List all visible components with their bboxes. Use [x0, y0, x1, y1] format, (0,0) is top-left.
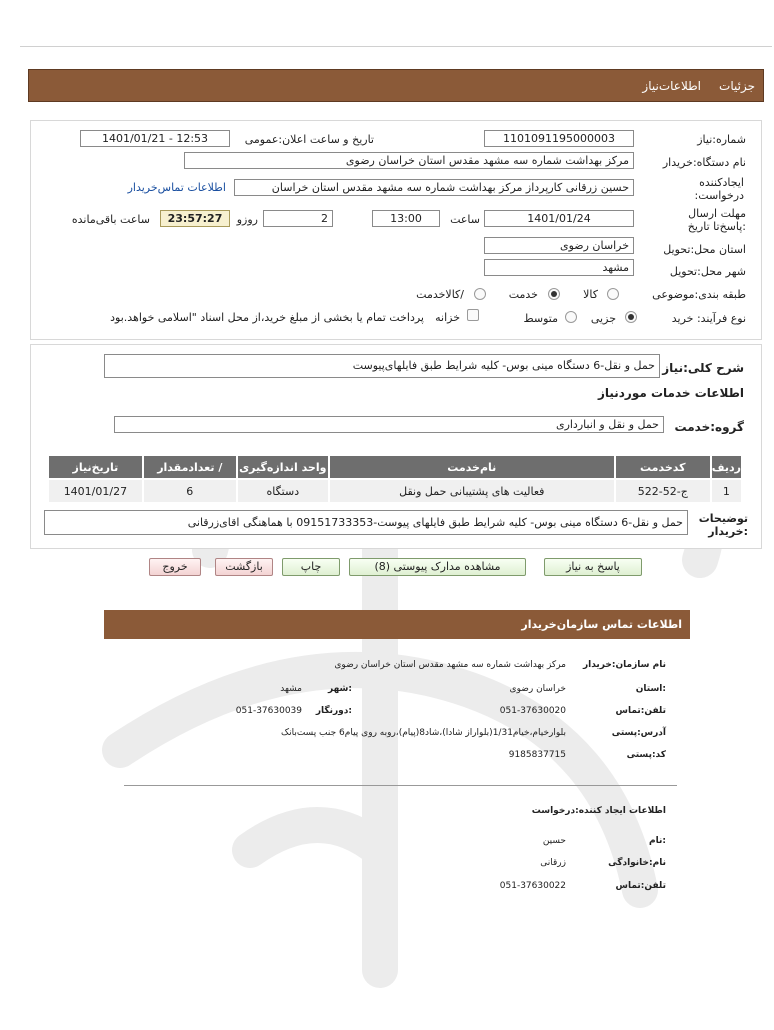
process-partial-label: جزیی: [590, 312, 616, 325]
process-medium-label: متوسط: [523, 312, 558, 325]
contact-divider: [124, 785, 677, 786]
service-group-label: گروه:خدمت: [674, 420, 744, 434]
creator-info-title: اطلاعات ایجاد کننده:درخواست: [531, 806, 666, 816]
delivery-city-label: شهر محل:تحویل: [669, 265, 746, 278]
deadline-time-label: ساعت: [450, 213, 480, 226]
need-number-label: شماره:نیاز: [697, 133, 746, 146]
buyer-notes-field: حمل و نقل-6 دستگاه مینی بوس- کلیه شرایط طبق فایلهای پیوست-09151733353 با هماهنگی اقای‌زرقانی: [44, 510, 688, 535]
exit-button[interactable]: خروج: [149, 558, 201, 576]
address-label: آدرس:پستی: [611, 728, 666, 738]
category-goods-radio[interactable]: [607, 288, 619, 300]
tab-details[interactable]: جزئیات: [719, 79, 755, 93]
cell-unit: دستگاه: [237, 479, 329, 503]
remaining-time-field: 23:57:27: [160, 210, 230, 227]
payment-checkbox[interactable]: [467, 309, 479, 321]
category-label: طبقه بندی:موضوعی: [652, 288, 746, 301]
postal-code-label: کد:پستی: [626, 750, 666, 760]
contact-section-title: اطلاعات تماس سازمان‌خریدار: [521, 618, 682, 631]
print-button[interactable]: چاپ: [282, 558, 340, 576]
reply-button[interactable]: پاسخ به نیاز: [544, 558, 642, 576]
deadline-label: مهلت ارسال :پاسخ‌تا تاریخ: [687, 207, 746, 233]
col-quantity: / تعدادمقدار: [143, 455, 237, 479]
creator-name-label: :نام: [649, 836, 666, 846]
category-goods-service-label: /کالاخدمت: [416, 288, 464, 301]
summary-field: حمل و نقل-6 دستگاه مینی بوس- کلیه شرایط طبق فایلهای‌پیوست: [104, 354, 660, 378]
buyer-notes-label: توضیحات :خریدار: [698, 512, 748, 538]
delivery-city-field: مشهد: [484, 259, 634, 276]
service-group-field: حمل و نقل و انبارداری: [114, 416, 664, 433]
services-table-header: [48, 455, 742, 479]
contact-section-header: [104, 610, 690, 639]
services-title: اطلاعات خدمات موردنیاز: [597, 386, 744, 400]
payment-note-label: خزانه: [435, 311, 460, 324]
cell-service-name: فعالیت های پشتیبانی حمل ونقل: [329, 479, 615, 503]
col-service-code: کدخدمت: [615, 455, 711, 479]
fax-value: 051-37630039: [235, 706, 302, 716]
buyer-field: مرکز بهداشت شماره سه مشهد مقدس استان خراسان رضوی: [184, 152, 634, 169]
cell-need-date: 1401/01/27: [48, 479, 143, 503]
col-service-name: نام‌خدمت: [329, 455, 615, 479]
announce-label: تاریخ و ساعت اعلان:عمومی: [244, 133, 374, 146]
remaining-label: ساعت باقی‌مانده: [71, 213, 150, 226]
table-row: [48, 479, 742, 503]
creator-label: ایجادکننده درخواست:: [694, 176, 744, 202]
creator-field: حسین زرقانی کارپرداز مرکز بهداشت شماره سه مشهد مقدس استان خراسان: [234, 179, 634, 196]
cell-service-code: ج-52-522: [615, 479, 711, 503]
need-number-field: 1101091195000003: [484, 130, 634, 147]
city-label: :شهر: [328, 684, 352, 694]
address-value: بلوارخیام،خیام1/31(بلواراز شادا)،شاد8(پیام)،روبه روی پیام6 جنب پست‌بانک: [281, 728, 566, 738]
process-medium-radio[interactable]: [565, 311, 577, 323]
tab-bar: [28, 69, 764, 102]
fax-label: :دورنگار: [315, 706, 352, 716]
category-goods-service-radio[interactable]: [474, 288, 486, 300]
back-button[interactable]: بازگشت: [215, 558, 273, 576]
category-service-label: خدمت: [508, 288, 538, 301]
tab-need-info[interactable]: اطلاعات‌نیاز: [642, 79, 701, 93]
process-type-label: نوع فرآیند: خرید: [671, 312, 746, 325]
top-divider: [20, 46, 772, 47]
cell-quantity: 6: [143, 479, 237, 503]
payment-note: پرداخت تمام یا بخشی از مبلغ خرید،از محل اسناد "اسلامی خواهد.بود: [110, 311, 424, 324]
province-label: :استان: [635, 684, 666, 694]
category-service-radio[interactable]: [548, 288, 560, 300]
creator-family-label: نام:خانوادگی: [608, 858, 666, 868]
province-value: خراسان رضوی: [509, 684, 566, 694]
buyer-label: نام دستگاه:خریدار: [662, 156, 746, 169]
deadline-date-field: 1401/01/24: [484, 210, 634, 227]
category-goods-label: کالا: [583, 288, 598, 301]
buyer-contact-link[interactable]: اطلاعات تماس‌خریدار: [127, 181, 226, 194]
creator-phone-value: 051-37630022: [499, 881, 566, 891]
creator-phone-label: تلفن:تماس: [615, 881, 666, 891]
delivery-province-field: خراسان رضوی: [484, 237, 634, 254]
process-partial-radio[interactable]: [625, 311, 637, 323]
creator-name-value: حسین: [542, 836, 566, 846]
services-table: [47, 454, 743, 504]
org-label: نام سازمان:خریدار: [582, 660, 666, 670]
days-field: 2: [263, 210, 333, 227]
col-row: ردیف: [711, 455, 742, 479]
creator-family-value: زرقانی: [540, 858, 566, 868]
days-label: روزو: [236, 213, 258, 226]
postal-code-value: 9185837715: [508, 750, 566, 760]
col-unit: واحد اندازه‌گیری: [237, 455, 329, 479]
col-need-date: تاریخ‌نیاز: [48, 455, 143, 479]
cell-row: 1: [711, 479, 742, 503]
summary-label: شرح کلی:نیاز: [662, 361, 744, 375]
phone-value: 051-37630020: [499, 706, 566, 716]
org-value: مرکز بهداشت شماره سه مشهد مقدس استان خراسان رضوی: [334, 660, 566, 670]
city-value: مشهد: [280, 684, 302, 694]
announce-field: 1401/01/21 - 12:53: [80, 130, 230, 147]
phone-label: تلفن:تماس: [615, 706, 666, 716]
delivery-province-label: استان محل:تحویل: [663, 243, 746, 256]
deadline-time-field: 13:00: [372, 210, 440, 227]
view-documents-button[interactable]: مشاهده مدارک پیوستی (8): [349, 558, 526, 576]
